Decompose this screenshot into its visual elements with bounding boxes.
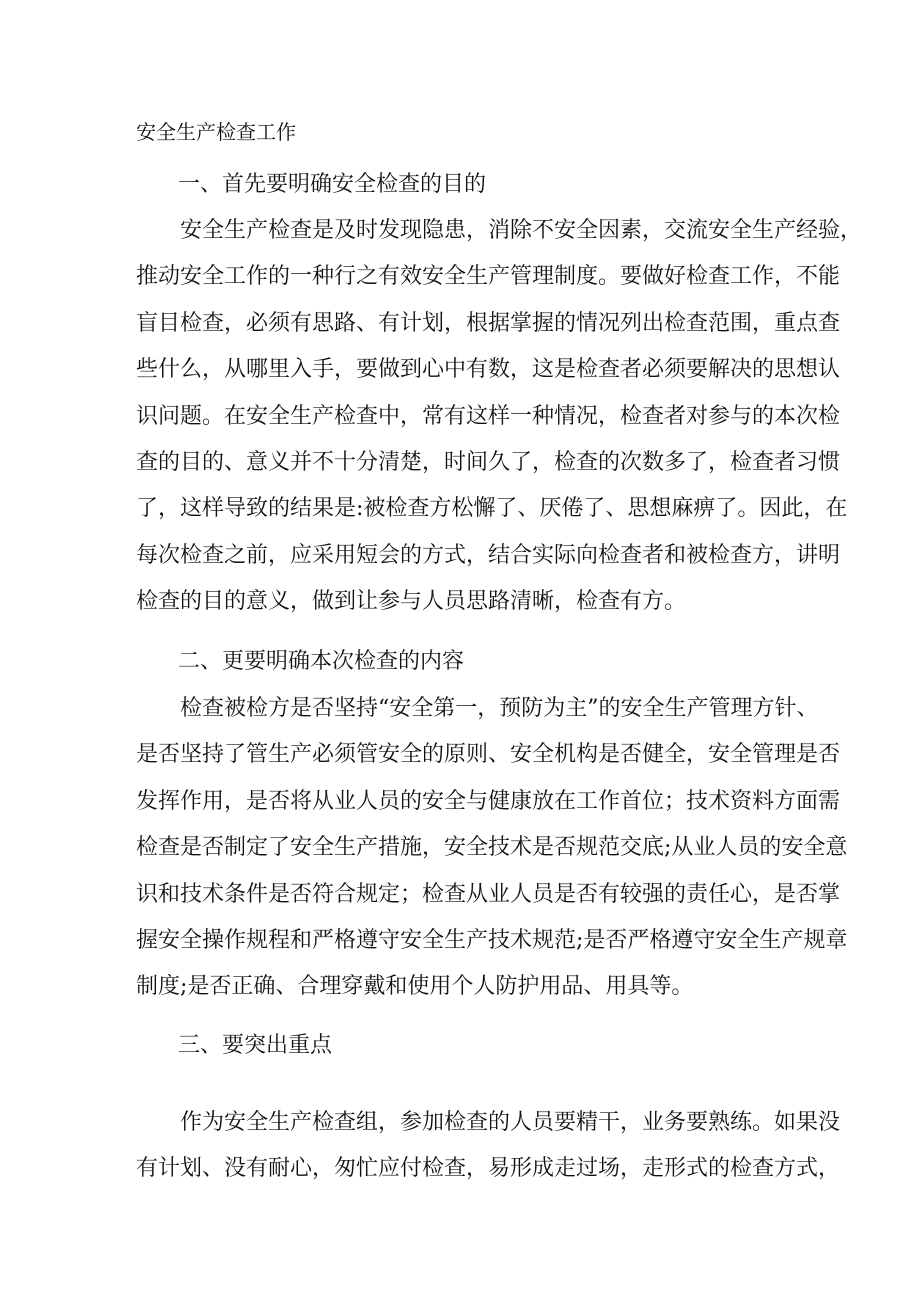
- paragraph-line: 握安全操作规程和严格遵守安全生产技术规范;是否严格遵守安全生产规章: [136, 927, 848, 953]
- section-paragraph-1: [136, 208, 863, 626]
- paragraph-line: 安全生产检查是及时发现隐患，消除不安全因素，交流安全生产经验，: [180, 218, 863, 243]
- section-heading-3: 三、要突出重点: [178, 1033, 333, 1058]
- section-paragraph-2: [136, 686, 848, 1011]
- paragraph-line: 制度;是否正确、合理穿戴和使用个人防护用品、用具等。: [136, 974, 694, 1000]
- paragraph-line: 些什么，从哪里入手，要做到心中有数，这是检查者必须要解决的思想认: [136, 357, 841, 383]
- paragraph-line: 识问题。在安全生产检查中，常有这样一种情况，检查者对参与的本次检: [136, 403, 841, 429]
- paragraph-line: 检查是否制定了安全生产措施，安全技术是否规范交底;从业人员的安全意: [136, 835, 848, 861]
- paragraph-line: 有计划、没有耐心，匆忙应付检查，易形成走过场，走形式的检查方式，: [136, 1156, 841, 1182]
- paragraph-line: 推动安全工作的一种行之有效安全生产管理制度。要做好检查工作，不能: [136, 264, 841, 290]
- paragraph-line: 盲目检查，必须有思路、有计划，根据掌握的情况列出检查范围，重点查: [136, 310, 841, 336]
- paragraph-line: 检查的目的意义，做到让参与人员思路清晰，检查有方。: [136, 589, 687, 615]
- paragraph-line: 了，这样导致的结果是:被检查方松懈了、厌倦了、思想麻痹了。因此，在: [136, 496, 848, 522]
- paragraph-line: 检查被检方是否坚持“安全第一，预防为主”的安全生产管理方针、: [180, 696, 819, 721]
- section-heading-2: 二、更要明确本次检查的内容: [178, 649, 465, 674]
- document-title: 安全生产检查工作: [136, 120, 296, 144]
- paragraph-line: 是否坚持了管生产必须管安全的原则、安全机构是否健全，安全管理是否: [136, 742, 841, 768]
- paragraph-line: 每次检查之前，应采用短会的方式，结合实际向检查者和被检查方，讲明: [136, 542, 841, 568]
- section-paragraph-3: [136, 1100, 841, 1193]
- paragraph-line: 作为安全生产检查组，参加检查的人员要精干，业务要熟练。如果没: [180, 1110, 841, 1135]
- paragraph-line: 发挥作用，是否将从业人员的安全与健康放在工作首位；技术资料方面需: [136, 788, 841, 814]
- section-heading-1: 一、首先要明确安全检查的目的: [178, 172, 487, 197]
- paragraph-line: 识和技术条件是否符合规定；检查从业人员是否有较强的责任心，是否掌: [136, 881, 841, 907]
- paragraph-line: 查的目的、意义并不十分清楚，时间久了，检查的次数多了，检查者习惯: [136, 449, 841, 475]
